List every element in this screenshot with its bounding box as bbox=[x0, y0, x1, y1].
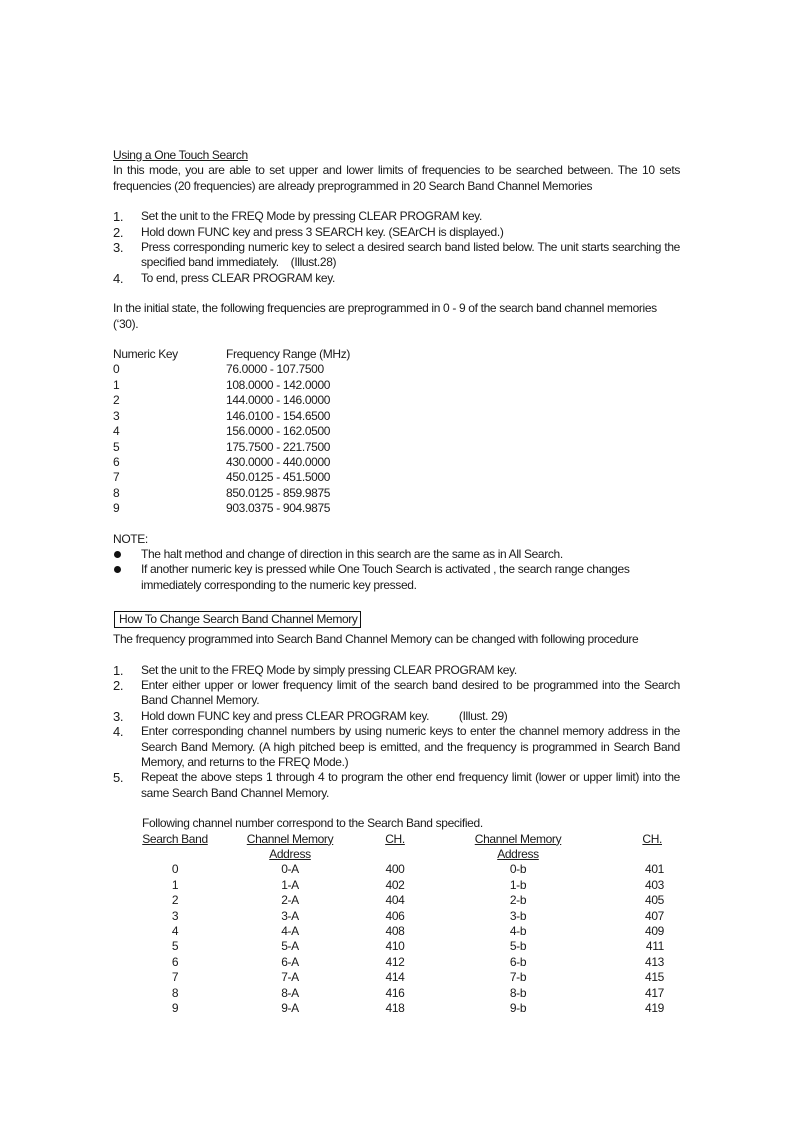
cell-ch-a: 416 bbox=[385, 985, 405, 1000]
table-row bbox=[142, 909, 670, 924]
bullet-icon bbox=[114, 566, 121, 573]
step-number: 3. bbox=[113, 708, 124, 724]
step-number: 5. bbox=[113, 770, 124, 786]
cell-address-a: 9-A bbox=[281, 1001, 299, 1016]
table-row bbox=[113, 362, 350, 377]
cell-ch-a: 404 bbox=[385, 893, 405, 908]
header-ch-a bbox=[354, 832, 436, 863]
cell-address-a: 6-A bbox=[281, 954, 299, 969]
cell-range: 175.7500 - 221.7500 bbox=[226, 439, 331, 454]
step-text: Set the unit to the FREQ Mode by simply pressing CLEAR PROGRAM key. bbox=[141, 662, 517, 677]
header-search-band bbox=[142, 832, 208, 863]
initial-state-text: In the initial state, the following frequencies are preprogrammed in 0 - 9 of the search band channel memories (‘30). bbox=[113, 301, 657, 331]
cell-band: 0 bbox=[171, 862, 179, 877]
step-number: 4. bbox=[113, 270, 124, 286]
cell-band: 9 bbox=[171, 1001, 179, 1016]
header-channel-address-b bbox=[454, 832, 582, 863]
cell-ch-a: 410 bbox=[385, 939, 405, 954]
cell-range: 146.0100 - 154.6500 bbox=[226, 408, 331, 423]
channel-intro: Following channel number correspond to the Search Band specified. bbox=[142, 816, 483, 831]
channel-memory-table bbox=[142, 832, 670, 1017]
cell-ch-a: 402 bbox=[385, 877, 405, 892]
cell-key: 6 bbox=[113, 454, 120, 469]
step-text: Press corresponding numeric key to select a desired search band listed below. The unit starts searching the specified band immediately. (Illust.28) bbox=[141, 240, 683, 270]
cell-address-a: 0-A bbox=[281, 862, 299, 877]
table-row bbox=[142, 924, 670, 939]
cell-address-b: 4-b bbox=[509, 924, 527, 939]
cell-range: 850.0125 - 859.9875 bbox=[226, 485, 331, 500]
table-row bbox=[142, 878, 670, 893]
table-row bbox=[113, 393, 350, 408]
step-text: Enter corresponding channel numbers by using numeric keys to enter the channel memory address in the Search Band Memory. (A high pitched beep is emitted, and the frequency is programmed in Search Band Memory, and returns to the FREQ Mode.) bbox=[141, 724, 680, 769]
table-row bbox=[113, 440, 350, 455]
cell-address-b: 6-b bbox=[509, 954, 527, 969]
step-item bbox=[113, 271, 680, 286]
cell-band: 8 bbox=[171, 985, 179, 1000]
cell-range: 76.0000 - 107.7500 bbox=[226, 362, 324, 377]
table-row bbox=[142, 862, 670, 877]
table-row bbox=[113, 501, 350, 516]
channel-block bbox=[142, 816, 680, 1016]
table-row bbox=[142, 970, 670, 985]
step-number: 2. bbox=[113, 224, 124, 240]
cell-key: 2 bbox=[113, 393, 120, 408]
step-item bbox=[113, 240, 683, 271]
cell-band: 6 bbox=[171, 954, 179, 969]
step-item bbox=[113, 663, 680, 678]
step-number: 2. bbox=[113, 677, 124, 693]
cell-address-a: 5-A bbox=[281, 939, 299, 954]
cell-key: 7 bbox=[113, 470, 120, 485]
table-row bbox=[142, 939, 670, 954]
table-header-row bbox=[113, 347, 350, 362]
header-ch-b bbox=[582, 832, 670, 863]
table-row bbox=[142, 1001, 670, 1016]
step-number: 1. bbox=[113, 662, 124, 678]
cell-key: 5 bbox=[113, 439, 120, 454]
table-row bbox=[113, 486, 350, 501]
step-item bbox=[113, 225, 680, 240]
notes-list bbox=[113, 547, 680, 593]
frequency-range-table bbox=[113, 347, 350, 516]
cell-band: 5 bbox=[171, 939, 179, 954]
cell-range: 108.0000 - 142.0000 bbox=[226, 377, 331, 392]
cell-address-a: 2-A bbox=[281, 893, 299, 908]
cell-address-b: 0-b bbox=[509, 862, 527, 877]
table-row bbox=[142, 955, 670, 970]
step-item bbox=[113, 209, 680, 224]
bullet-icon bbox=[114, 551, 121, 558]
cell-address-a: 4-A bbox=[281, 924, 299, 939]
table-row bbox=[113, 409, 350, 424]
cell-band: 2 bbox=[171, 893, 179, 908]
cell-ch-b: 407 bbox=[645, 908, 664, 923]
cell-ch-b: 403 bbox=[645, 877, 664, 892]
section-intro: In this mode, you are able to set upper and lower limits of frequencies to be searched between. The 10 sets frequencies (20 frequencies) are already preprogrammed in 20 Search Band Channel Memories bbox=[113, 163, 680, 193]
note-item bbox=[113, 562, 680, 593]
step-text: To end, press CLEAR PROGRAM key. bbox=[141, 270, 335, 285]
header-text: Channel Memory Address bbox=[474, 831, 562, 862]
header-text: CH. bbox=[642, 831, 662, 846]
cell-key: 3 bbox=[113, 408, 120, 423]
step-number: 3. bbox=[113, 240, 124, 256]
steps-list bbox=[113, 209, 683, 286]
cell-range: 450.0125 - 451.5000 bbox=[226, 470, 331, 485]
note-text: If another numeric key is pressed while One Touch Search is activated , the search range changes immediately corresponding to the numeric key pressed. bbox=[141, 562, 630, 592]
cell-address-b: 7-b bbox=[509, 970, 527, 985]
cell-key: 1 bbox=[113, 377, 120, 392]
cell-band: 7 bbox=[171, 970, 179, 985]
table-row bbox=[113, 424, 350, 439]
cell-address-b: 2-b bbox=[509, 893, 527, 908]
cell-band: 3 bbox=[171, 908, 179, 923]
table-row bbox=[113, 455, 350, 470]
step-text: Hold down FUNC key and press 3 SEARCH key. (SEArCH is displayed.) bbox=[141, 224, 504, 239]
cell-band: 4 bbox=[171, 924, 179, 939]
step-number: 4. bbox=[113, 724, 124, 740]
section-title-one-touch-search: Using a One Touch Search bbox=[113, 148, 248, 162]
cell-ch-b: 409 bbox=[645, 924, 664, 939]
step-text: Enter either upper or lower frequency limit of the search band desired to be programmed into the Search Band Channel Memory. bbox=[141, 677, 680, 708]
cell-ch-b: 401 bbox=[645, 862, 664, 877]
cell-address-a: 8-A bbox=[281, 985, 299, 1000]
cell-ch-b: 415 bbox=[645, 970, 664, 985]
cell-key: 4 bbox=[113, 424, 120, 439]
cell-address-b: 5-b bbox=[509, 939, 527, 954]
steps-list bbox=[113, 663, 680, 802]
step-text: Repeat the above steps 1 through 4 to program the other end frequency limit (lower or upper limit) into the same Search Band Channel Memory. bbox=[141, 770, 680, 800]
document-page bbox=[113, 148, 683, 1017]
header-text: CH. bbox=[385, 831, 405, 846]
cell-range: 430.0000 - 440.0000 bbox=[226, 454, 331, 469]
cell-ch-b: 413 bbox=[645, 954, 664, 969]
step-number: 1. bbox=[113, 209, 124, 225]
cell-band: 1 bbox=[171, 877, 179, 892]
cell-address-a: 7-A bbox=[281, 970, 299, 985]
table-row bbox=[142, 893, 670, 908]
table-row bbox=[113, 470, 350, 485]
cell-range: 903.0375 - 904.9875 bbox=[226, 501, 331, 516]
section-intro: The frequency programmed into Search Band Channel Memory can be changed with following procedure bbox=[113, 632, 639, 647]
cell-ch-a: 412 bbox=[385, 954, 405, 969]
note-text: The halt method and change of direction in this search are the same as in All Search. bbox=[141, 546, 563, 561]
cell-key: 9 bbox=[113, 501, 120, 516]
step-text: Hold down FUNC key and press CLEAR PROGRAM key. (Illust. 29) bbox=[141, 708, 508, 723]
cell-address-b: 9-b bbox=[509, 1001, 527, 1016]
step-item bbox=[113, 770, 680, 801]
step-text: Set the unit to the FREQ Mode by pressing CLEAR PROGRAM key. bbox=[141, 209, 482, 224]
note-label: NOTE: bbox=[113, 531, 148, 546]
cell-ch-a: 408 bbox=[385, 924, 405, 939]
table-row bbox=[142, 986, 670, 1001]
header-text: Search Band bbox=[142, 831, 208, 846]
cell-ch-b: 405 bbox=[645, 893, 664, 908]
cell-ch-a: 414 bbox=[385, 970, 405, 985]
cell-ch-b: 411 bbox=[645, 939, 664, 954]
cell-range: 156.0000 - 162.0500 bbox=[226, 424, 331, 439]
cell-ch-a: 406 bbox=[385, 908, 405, 923]
step-item bbox=[113, 678, 680, 709]
cell-address-a: 1-A bbox=[281, 877, 299, 892]
cell-ch-b: 417 bbox=[645, 985, 664, 1000]
cell-address-a: 3-A bbox=[281, 908, 299, 923]
cell-key: 8 bbox=[113, 485, 120, 500]
cell-address-b: 3-b bbox=[509, 908, 527, 923]
cell-address-b: 1-b bbox=[509, 877, 527, 892]
cell-range: 144.0000 - 146.0000 bbox=[226, 393, 331, 408]
cell-ch-a: 418 bbox=[385, 1001, 405, 1016]
cell-ch-a: 400 bbox=[385, 862, 405, 877]
table-header-row bbox=[142, 832, 670, 863]
cell-key: 0 bbox=[113, 362, 120, 377]
header-frequency-range: Frequency Range (MHz) bbox=[226, 347, 351, 362]
header-channel-address-a bbox=[226, 832, 354, 863]
table-row bbox=[113, 378, 350, 393]
note-item bbox=[113, 547, 680, 562]
cell-ch-b: 419 bbox=[645, 1001, 664, 1016]
header-text: Channel Memory Address bbox=[246, 831, 334, 862]
section-title-change-search-band: How To Change Search Band Channel Memory bbox=[114, 611, 361, 628]
step-item bbox=[113, 709, 680, 724]
cell-address-b: 8-b bbox=[509, 985, 527, 1000]
step-item bbox=[113, 724, 680, 770]
header-numeric-key: Numeric Key bbox=[113, 347, 178, 362]
